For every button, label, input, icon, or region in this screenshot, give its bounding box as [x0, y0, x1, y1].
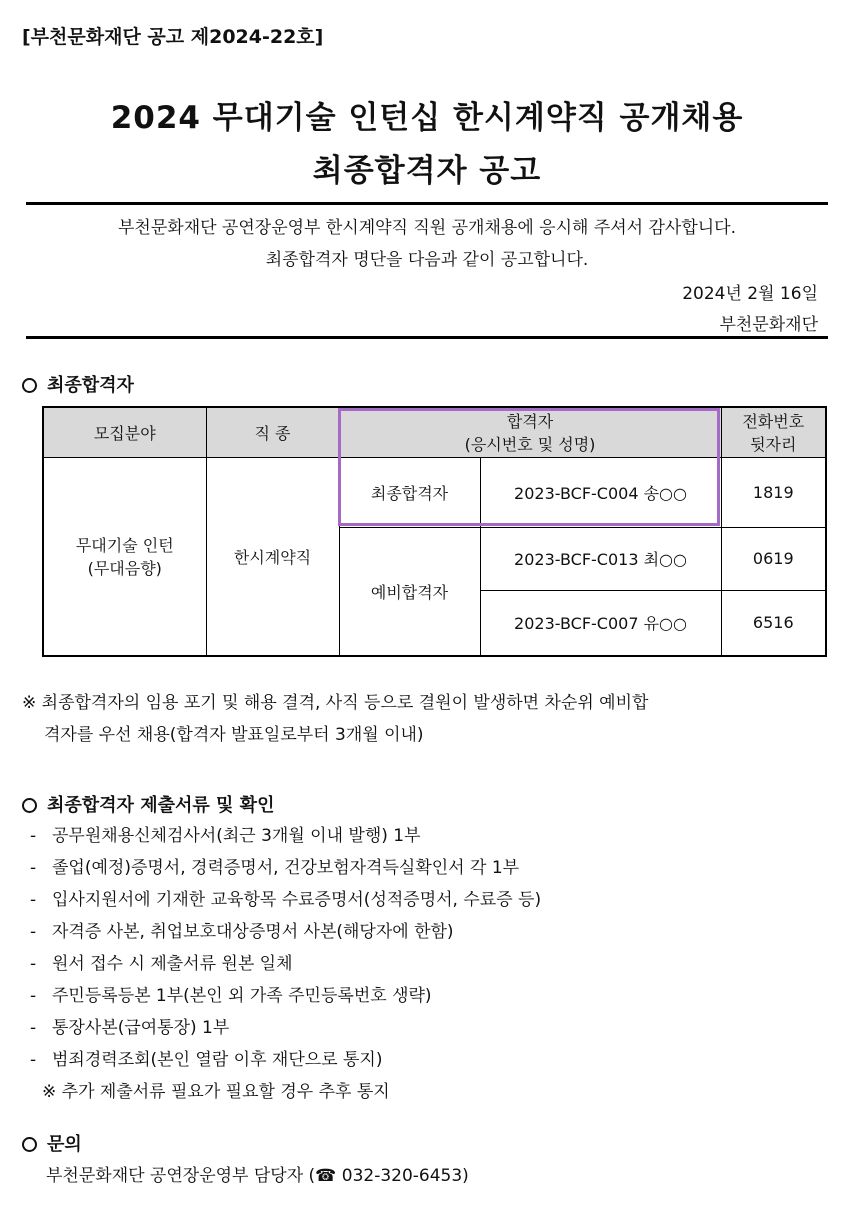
section-final-title-text: 최종합격자	[47, 375, 134, 396]
final-results-table	[42, 406, 827, 657]
list-item: - 원서 접수 시 제출서류 원본 일체	[30, 954, 293, 974]
contact-info: 부천문화재단 공연장운영부 담당자 (☎ 032-320-6453)	[46, 1166, 469, 1186]
intro-line1: 부천문화재단 공연장운영부 한시계약직 직원 공개채용에 응시해 주셔서 감사합니다.	[118, 218, 736, 238]
docs-list	[30, 820, 541, 1108]
header-phone-line2: 뒷자리	[750, 435, 797, 455]
list-item-text: 졸업(예정)증명서, 경력증명서, 건강보험자격득실확인서 각 1부	[52, 858, 520, 878]
page-title-line2: 최종합격자 공고	[312, 153, 542, 189]
reserve-note-line1: ※ 최종합격자의 임용 포기 및 해용 결격, 사직 등으로 결원이 발생하면 차순위 예비합	[22, 693, 649, 713]
applicant-cell: 2023-BCF-C007 유○○	[480, 590, 721, 656]
list-item-text: 공무원채용신체검사서(최근 3개월 이내 발행) 1부	[52, 826, 421, 846]
table-row	[43, 457, 826, 527]
job-cell: 한시계약직	[206, 457, 339, 656]
list-item: - 주민등록등본 1부(본인 외 가족 주민등록번호 생략)	[30, 986, 432, 1006]
applicant-cell: 2023-BCF-C013 최○○	[480, 527, 721, 590]
list-item: - 자격증 사본, 취업보호대상증명서 사본(해당자에 한함)	[30, 922, 454, 942]
section-final-title	[22, 371, 134, 397]
reserve-note-line2: 격자를 우선 채용(합격자 발표일로부터 3개월 이내)	[44, 725, 424, 745]
list-item: - 통장사본(급여통장) 1부	[30, 1018, 230, 1038]
header-applicant	[339, 407, 721, 457]
circle-bullet-icon	[22, 798, 37, 813]
list-item-text: 통장사본(급여통장) 1부	[52, 1018, 230, 1038]
section-docs-title-text: 최종합격자 제출서류 및 확인	[47, 795, 275, 816]
list-item-text: 범죄경력조회(본인 열람 이후 재단으로 통지)	[52, 1050, 383, 1070]
applicant-cell: 2023-BCF-C004 송○○	[480, 457, 721, 527]
category-cell: 최종합격자	[339, 457, 480, 527]
issuer-name: 부천문화재단	[719, 315, 818, 335]
intro-line2: 최종합격자 명단을 다음과 같이 공고합니다.	[265, 250, 589, 270]
header-applicant-line2: (응시번호 및 성명)	[464, 435, 596, 455]
list-item-text: 주민등록등본 1부(본인 외 가족 주민등록번호 생략)	[52, 986, 432, 1006]
category-cell: 예비합격자	[339, 527, 480, 656]
header-job: 직 종	[206, 407, 339, 457]
notice-date: 2024년 2월 16일	[682, 284, 818, 304]
list-item: - 범죄경력조회(본인 열람 이후 재단으로 통지)	[30, 1050, 383, 1070]
field-line2: (무대음향)	[87, 559, 162, 579]
field-cell	[43, 457, 206, 656]
section-contact-title-text: 문의	[47, 1134, 82, 1155]
header-phone-line1: 전화번호	[742, 412, 805, 432]
extra-docs-note: ※ 추가 제출서류 필요가 필요할 경우 추후 통지	[42, 1082, 390, 1102]
bottom-rule	[26, 336, 828, 339]
section-contact-title	[22, 1130, 82, 1156]
field-line1: 무대기술 인턴	[75, 536, 174, 556]
header-phone	[721, 407, 826, 457]
page-title-line1: 2024 무대기술 인턴십 한시계약직 공개채용	[110, 100, 744, 136]
list-item-text: 원서 접수 시 제출서류 원본 일체	[52, 954, 293, 974]
phone-cell: 1819	[721, 457, 826, 527]
list-item-text: 입사지원서에 기재한 교육항목 수료증명서(성적증명서, 수료증 등)	[52, 890, 542, 910]
notice-number: [부천문화재단 공고 제2024-22호]	[22, 26, 324, 48]
circle-bullet-icon	[22, 1137, 37, 1152]
phone-cell: 6516	[721, 590, 826, 656]
table-header-row	[43, 407, 826, 457]
list-item: - 입사지원서에 기재한 교육항목 수료증명서(성적증명서, 수료증 등)	[30, 890, 542, 910]
phone-cell: 0619	[721, 527, 826, 590]
header-field: 모집분야	[43, 407, 206, 457]
header-applicant-line1: 합격자	[506, 412, 554, 432]
section-docs-title	[22, 791, 274, 817]
list-item-text: 자격증 사본, 취업보호대상증명서 사본(해당자에 한함)	[52, 922, 454, 942]
list-item: - 졸업(예정)증명서, 경력증명서, 건강보험자격득실확인서 각 1부	[30, 858, 520, 878]
circle-bullet-icon	[22, 378, 37, 393]
list-item: - 공무원채용신체검사서(최근 3개월 이내 발행) 1부	[30, 826, 421, 846]
top-rule	[26, 202, 828, 205]
